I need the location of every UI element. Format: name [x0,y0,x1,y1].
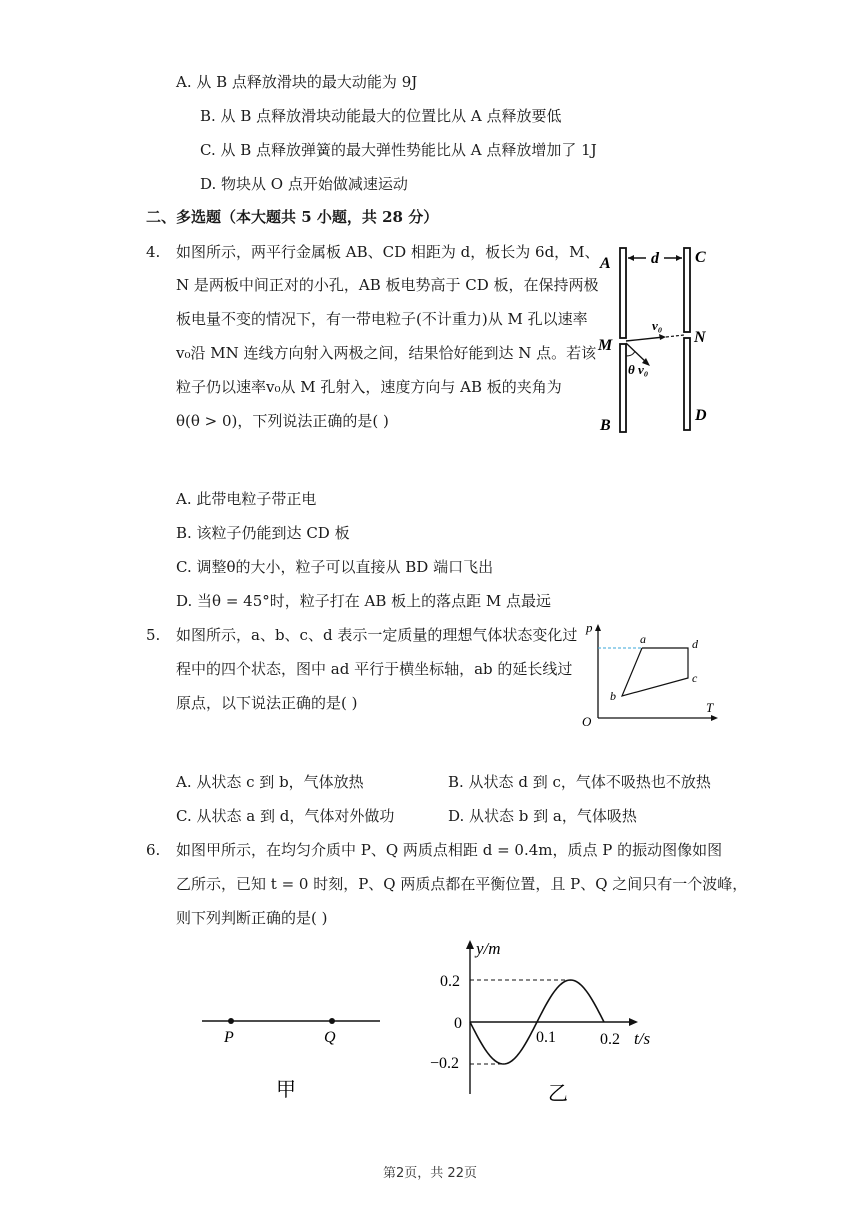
theta-arc [626,351,635,356]
label-b: B [600,417,611,434]
cycle-path [622,648,688,696]
q5-stem-line-3: 原点，以下说法正确的是( ) [176,694,358,712]
plate-cd-upper [684,248,690,332]
q6-stem-line-2: 乙所示，已知 t = 0 时刻，P、Q 两质点都在平衡位置，且 P、Q 之间只有一个波峰， [176,875,748,893]
label-a: A [600,255,611,272]
axis-label-t: t/s [634,1029,651,1048]
tick-y-negative: −0.2 [430,1055,460,1072]
q5-figure-pt-diagram [580,620,720,730]
q4-stem-line-2: N 是两板中间正对的小孔，AB 板电势高于 CD 板，在保持两极 [176,276,599,294]
q4-option-c: C. 调整θ的大小，粒子可以直接从 BD 端口飞出 [176,558,494,576]
q5-option-b: B. 从状态 d 到 c，气体不吸热也不放热 [448,773,711,791]
q4-option-d: D. 当θ = 45°时，粒子打在 AB 板上的落点距 M 点最远 [176,592,552,610]
tick-x-0.2: 0.2 [600,1031,620,1048]
q4-stem-line-6: θ(θ > 0)，下列说法正确的是( ) [176,412,389,430]
plate-ab-upper [620,248,626,338]
page-footer: 第2页，共 22页 [383,1166,477,1181]
q5-stem-line-1: 如图所示，a、b、c、d 表示一定质量的理想气体状态变化过 [176,626,578,644]
label-state-d: d [692,637,698,651]
tick-y-zero: 0 [454,1015,462,1032]
point-q [329,1018,335,1024]
label-state-c: c [692,671,698,685]
mn-dashed-line [666,335,684,337]
q5-number: 5. [146,626,161,644]
q6-number: 6. [146,841,161,859]
label-d-plate: D [695,407,707,424]
caption-yi: 乙 [548,1083,568,1105]
q5-stem-line-2: 程中的四个状态，图中 ad 平行于横坐标轴，ab 的延长线过 [176,660,573,678]
q6-stem-line-3: 则下列判断正确的是( ) [176,909,328,927]
label-n: N [694,329,706,346]
caption-jia: 甲 [276,1079,296,1101]
label-m: M [598,337,613,354]
label-t-axis: T [706,700,714,715]
q4-stem-line-4: v₀沿 MN 连线方向射入两极之间，结果恰好能到达 N 点。若该 [176,344,597,362]
label-o: O [582,714,592,729]
q4-stem-line-5: 粒子仍以速率v₀从 M 孔射入，速度方向与 AB 板的夹角为 [176,378,562,396]
section-heading-multiple-choice: 二、多选题（本大题共 5 小题，共 28 分） [146,208,439,226]
label-state-a: a [640,632,646,646]
q3-option-c: C. 从 B 点释放弹簧的最大弹性势能比从 A 点释放增加了 1J [200,141,597,159]
label-v0: v₀ [652,318,663,333]
label-p: p [586,620,593,635]
label-point-q: Q [324,1029,336,1046]
axis-label-y: y/m [476,939,501,958]
q3-option-a: A. 从 B 点释放滑块的最大动能为 9J [176,73,418,91]
label-theta-v0: θ v₀ [628,362,649,377]
q5-option-d: D. 从状态 b 到 a，气体吸热 [448,807,637,825]
label-d: d [651,250,659,267]
plate-ab-lower [620,344,626,432]
label-c: C [695,249,706,266]
point-p [228,1018,234,1024]
q6-figure-yi [426,934,666,1110]
plate-cd-lower [684,338,690,430]
q3-option-d: D. 物块从 O 点开始做减速运动 [200,175,408,193]
tick-y-positive: 0.2 [440,973,460,990]
q6-stem-line-1: 如图甲所示，在均匀介质中 P、Q 两质点相距 d = 0.4m，质点 P 的振动图像如图 [176,841,723,859]
q4-stem-line-1: 如图所示，两平行金属板 AB、CD 相距为 d，板长为 6d，M、 [176,243,600,261]
label-state-b: b [610,689,616,703]
q4-figure-parallel-plates [596,244,726,436]
q6-figure-jia [200,1000,384,1110]
q4-option-b: B. 该粒子仍能到达 CD 板 [176,524,350,542]
label-point-p: P [224,1029,234,1046]
q5-option-a: A. 从状态 c 到 b，气体放热 [176,773,364,791]
q4-option-a: A. 此带电粒子带正电 [176,490,317,508]
q4-number: 4. [146,243,161,261]
q3-option-b: B. 从 B 点释放滑块动能最大的位置比从 A 点释放要低 [200,107,562,125]
q5-option-c: C. 从状态 a 到 d，气体对外做功 [176,807,395,825]
tick-x-0.1: 0.1 [536,1029,556,1046]
q4-stem-line-3: 板电量不变的情况下，有一带电粒子(不计重力)从 M 孔以速率 [176,310,588,328]
v0-arrow [626,337,664,341]
